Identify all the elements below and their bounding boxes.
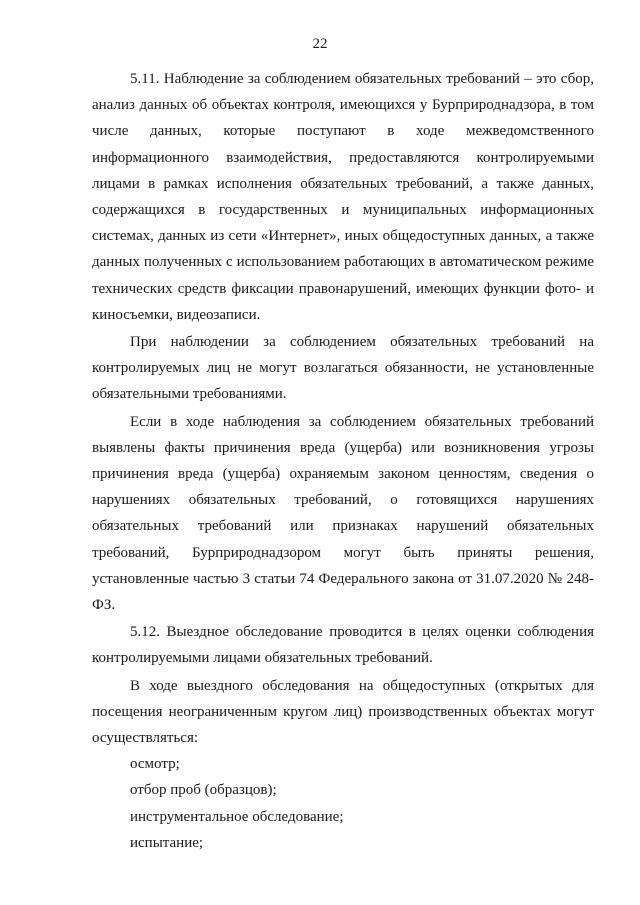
list-item: отбор проб (образцов); xyxy=(130,782,277,799)
paragraph-observation-findings: Если в ходе наблюдения за соблюдением обязательных требований выявлены факты причинения вреда (ущерба) или возникновения угрозы причинения вреда (ущерба) охраняемым законом ценностям, сведения о нарушениях обязательных требований, о готовящихся нарушениях обязательных требований или признаках нарушений обязательных требований, Бурприроднадзором могут быть приняты решения, установленные частью 3 статьи 74 Федерального закона от 31.07.2020 № 248-ФЗ. xyxy=(92,413,594,614)
document-body xyxy=(92,66,594,856)
page-number: 22 xyxy=(312,36,328,52)
list-item: инструментальное обследование; xyxy=(130,808,344,825)
paragraph-observation-duties: При наблюдении за соблюдением обязательных требований на контролируемых лиц не могут возлагаться обязанности, не установленные обязательными требованиями. xyxy=(92,334,594,403)
list-item: испытание; xyxy=(130,834,204,851)
inspection-actions-list xyxy=(92,751,594,856)
list-item: осмотр; xyxy=(130,756,180,773)
paragraph-field-inspection: В ходе выездного обследования на общедоступных (открытых для посещения неограниченным кругом лиц) производственных объектах могут осуществляться: xyxy=(92,677,594,747)
paragraph-5-11: 5.11. Наблюдение за соблюдением обязательных требований – это сбор, анализ данных об объектах контроля, имеющихся у Бурприроднадзора, в том числе данных, которые поступают в ходе межведомственного информационного взаимодействия, предоставляются контролируемыми лицами в рамках исполнения обязательных требований, а также данных, содержащихся в государственных и муниципальных информационных системах, данных из сети «Интернет», иных общедоступных данных, а также данных полученных с использованием работающих в автоматическом режиме технических средств фиксации правонарушений, имеющих функции фото- и киносъемки, видеозаписи. xyxy=(92,71,594,323)
paragraph-5-12: 5.12. Выездное обследование проводится в целях оценки соблюдения контролируемыми лицами обязательных требований. xyxy=(92,624,594,667)
